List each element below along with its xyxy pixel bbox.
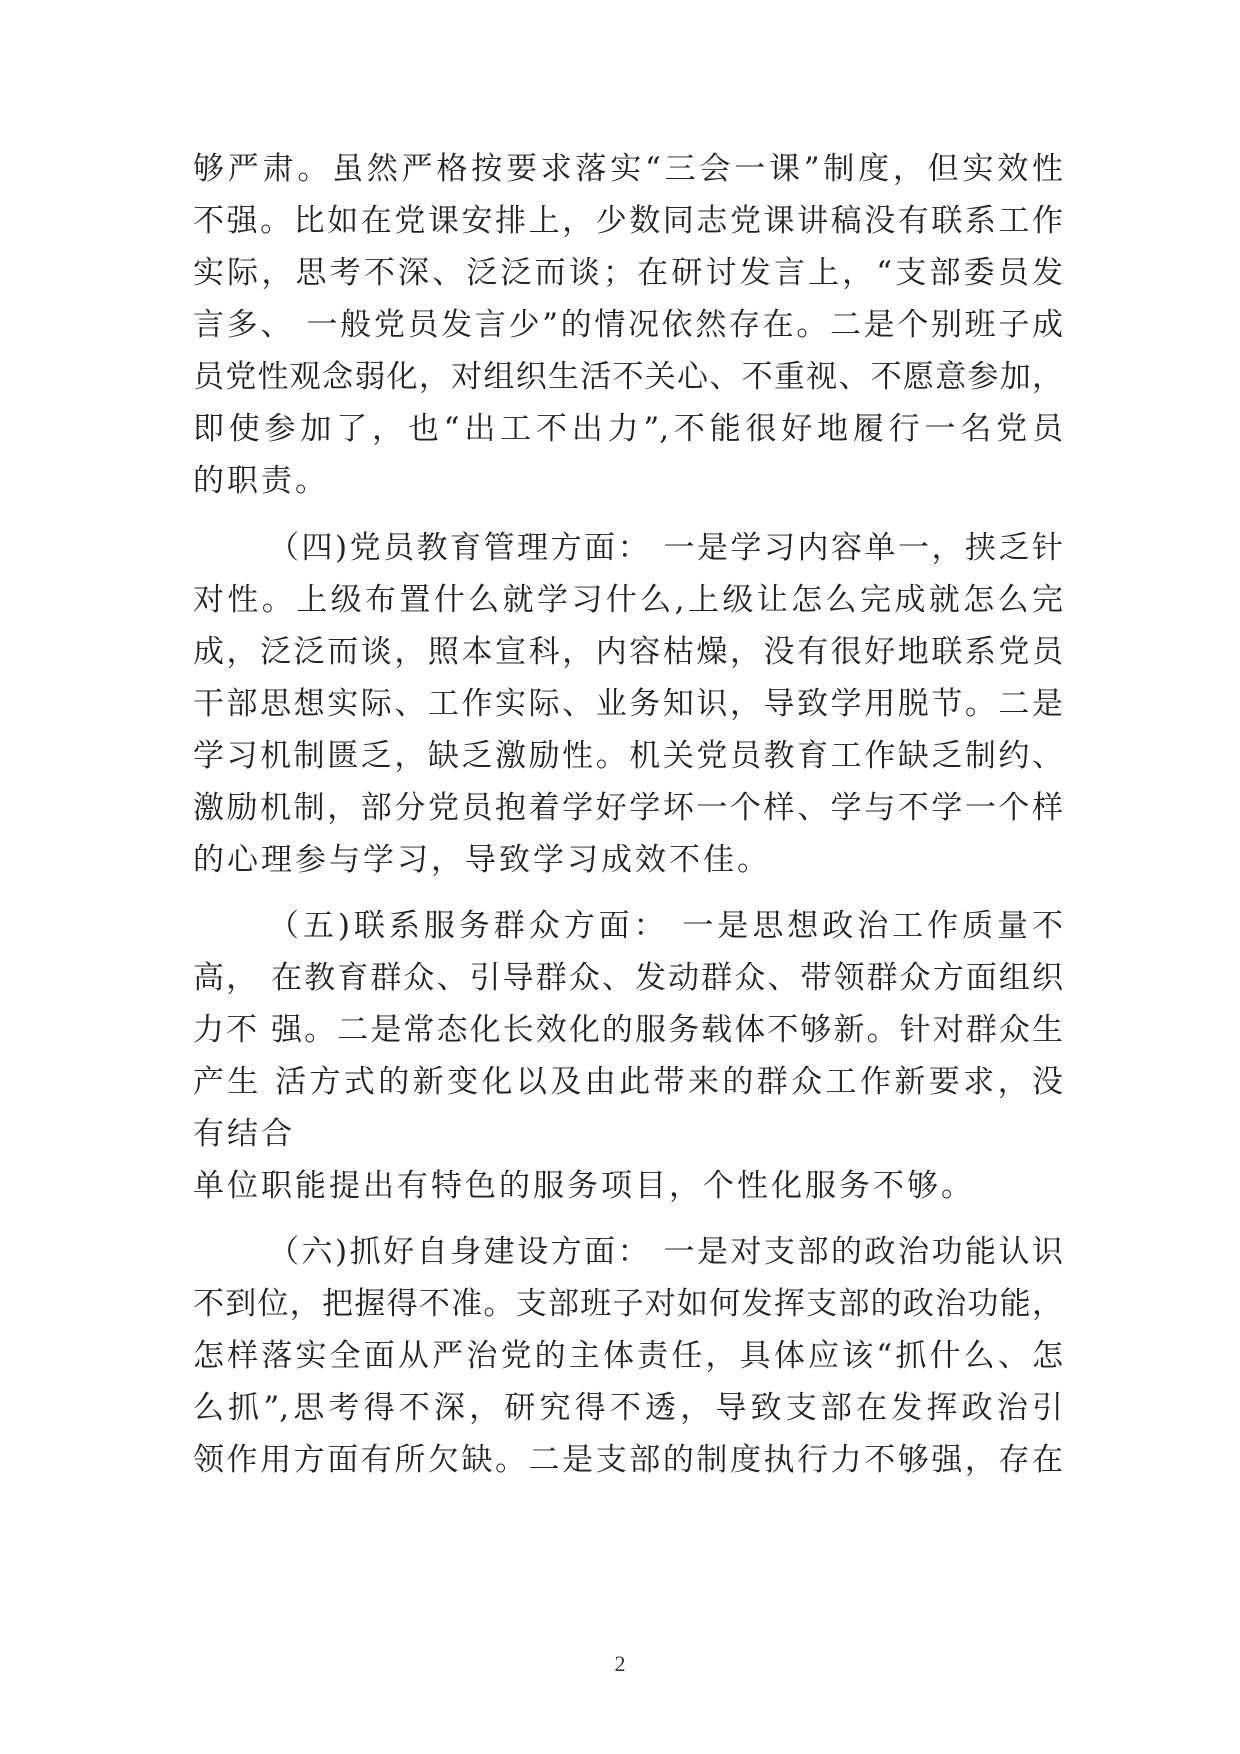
text-line: 不到位，把握得不准。支部班子对如何发挥支部的政治功能， xyxy=(193,1286,1063,1322)
text-line: 言多、 一般党员发言少”的情况依然存在。二是个别班子成 xyxy=(193,307,1063,343)
text-line: 员党性观念弱化，对组织生活不关心、不重视、不愿意参加， xyxy=(193,359,1063,395)
text-line: 领作用方面有所欠缺。二是支部的制度执行力不够强，存在 xyxy=(193,1442,1063,1478)
text-line: 成，泛泛而谈，照本宣科，内容枯燥，没有很好地联系党员 xyxy=(193,634,1063,670)
text-line: 学习机制匮乏，缺乏激励性。机关党员教育工作缺乏制约、 xyxy=(193,738,1063,774)
section-heading-line: （五)联系服务群众方面： 一是思想政治工作质量不 xyxy=(268,908,1063,944)
page-number: 2 xyxy=(614,1651,626,1676)
text-line: 的职责。 xyxy=(193,463,329,499)
text-line: 么抓”,思考得不深，研究得不透，导致支部在发挥政治引 xyxy=(193,1390,1063,1426)
text-line: 力不 强。二是常态化长效化的服务载体不够新。针对群众生 xyxy=(193,1012,1063,1048)
text-line: 干部思想实际、工作实际、业务知识，导致学用脱节。二是 xyxy=(193,686,1063,722)
text-line: 怎样落实全面从严治党的主体责任，具体应该“抓什么、怎 xyxy=(193,1338,1063,1374)
text-line: 对性。上级布置什么就学习什么,上级让怎么完成就怎么完 xyxy=(193,582,1063,618)
text-line: 高， 在教育群众、引导群众、发动群众、带领群众方面组织 xyxy=(193,960,1063,996)
text-line: 单位职能提出有特色的服务项目，个性化服务不够。 xyxy=(193,1168,975,1204)
text-line: 即使参加了，也“出工不出力”,不能很好地履行一名党员 xyxy=(193,411,1063,447)
text-line: 实际，思考不深、泛泛而谈；在研讨发言上，“支部委员发 xyxy=(193,255,1063,291)
text-line: 不强。比如在党课安排上，少数同志党课讲稿没有联系工作 xyxy=(193,203,1063,239)
text-line: 产生 活方式的新变化以及由此带来的群众工作新要求，没 xyxy=(193,1064,1063,1100)
text-line: 的心理参与学习，导致学习成效不佳。 xyxy=(193,842,771,878)
section-heading-line: （六)抓好自身建设方面： 一是对支部的政治功能认识 xyxy=(268,1234,1063,1270)
text-line: 够严肃。虽然严格按要求落实“三会一课”制度，但实效性 xyxy=(193,151,1063,187)
text-line: 有结合 xyxy=(193,1116,295,1152)
text-line: 激励机制，部分党员抱着学好学坏一个样、学与不学一个样 xyxy=(193,790,1063,826)
section-heading-line: （四)党员教育管理方面： 一是学习内容单一，挟乏针 xyxy=(268,530,1063,566)
